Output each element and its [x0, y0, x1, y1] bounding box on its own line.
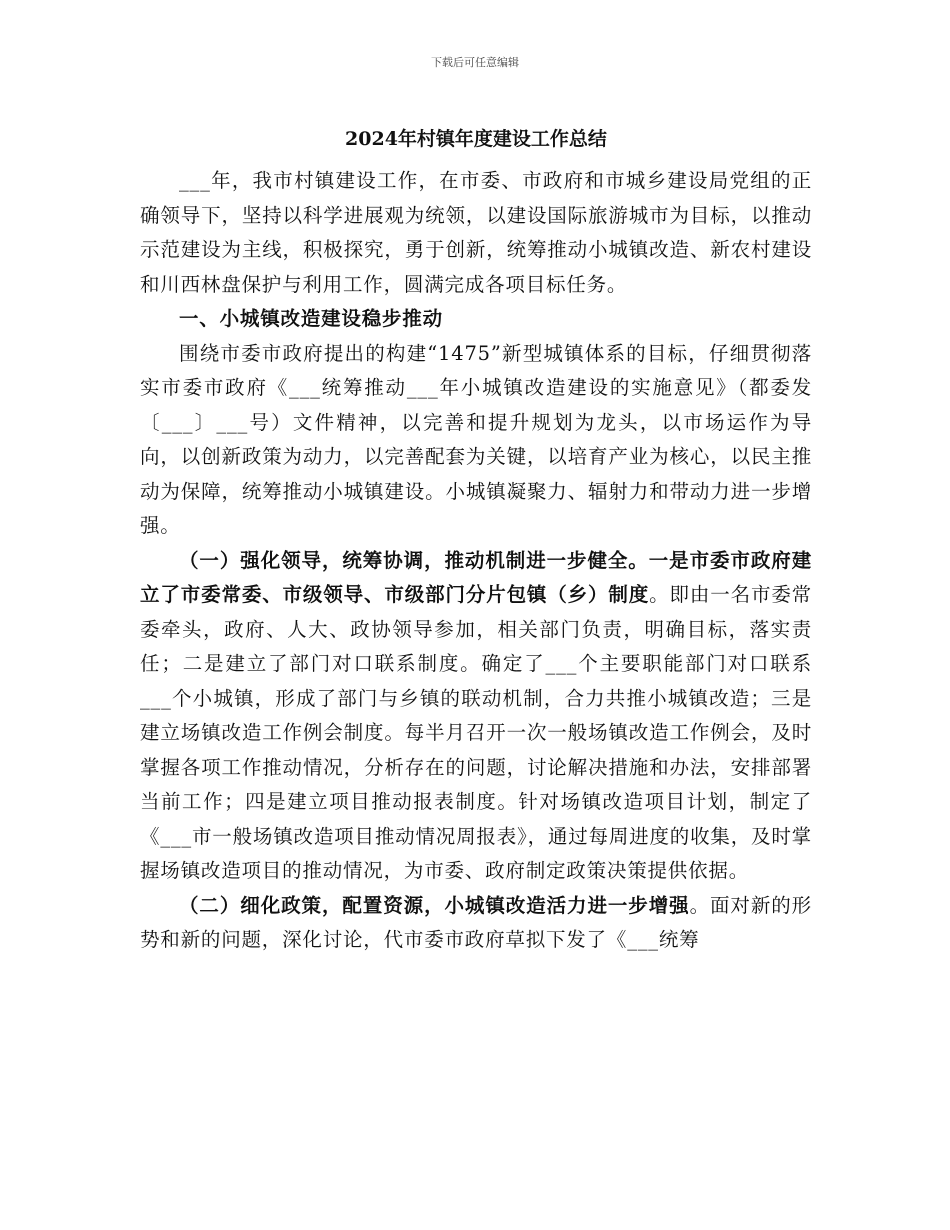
page-header: 下载后可任意编辑	[431, 56, 519, 69]
section-paragraph: 围绕市委市政府提出的构建“1475”新型城镇体系的目标，仔细贯彻落实市委市政府《___统筹推动___年小城镇改造建设的实施意见》（都委发〔___〕___号）文件精神，以完善和提升规划为龙头，以市场运作为导向，以创新政策为动力，以完善配套为关键，以培育产业为核心，以民主推动为保障，统筹推动小城镇建设。小城镇凝聚力、辐射力和带动力进一步增强。	[140, 341, 812, 537]
document-title: 2024年村镇年度建设工作总结	[345, 128, 607, 150]
subsection-1-text: 。即由一名市委常委牵头，政府、人大、政协领导参加，相关部门负责，明确目标，落实责任；二是建立了部门对口联系制度。确定了___个主要职能部门对口联系___个小城镇，形成了部门与乡镇的联动机制，合力共推小城镇改造；三是建立场镇改造工作例会制度。每半月召开一次一般场镇改造工作例会，及时掌握各项工作推动情况，分析存在的问题，讨论解决措施和办法，安排部署当前工作；四是建立项目推动报表制度。针对场镇改造项目计划，制定了《___市一般场镇改造项目推动情况周报表》，通过每周进度的收集，及时掌握场镇改造项目的推动情况，为市委、政府制定政策决策提供依据。	[140, 583, 812, 882]
subsection-1-paragraph	[140, 544, 812, 889]
section-heading: 一、小城镇改造建设稳步推动	[179, 307, 443, 330]
document-body	[140, 122, 812, 958]
intro-paragraph: ___年，我市村镇建设工作，在市委、市政府和市城乡建设局党组的正确领导下，坚持以科学进展观为统领，以建设国际旅游城市为目标，以推动示范建设为主线，积极探究，勇于创新，统筹推动小城镇改造、新农村建设和川西林盘保护与利用工作，圆满完成各项目标任务。	[140, 169, 812, 296]
subsection-2-bold-text: （二）细化政策，配置资源，小城镇改造活力进一步增强	[179, 893, 690, 917]
subsection-2-paragraph	[140, 889, 812, 958]
subsection-1-bold-text: （一）强化领导，统筹协调，推动机制进一步健全。一是市委市政府建立了市委常委、市级领导、市级部门分片包镇（乡）制度	[140, 548, 812, 606]
subsection-2-text: 。面对新的形势和新的问题，深化讨论，代市委市政府草拟下发了《___统筹	[140, 893, 812, 951]
